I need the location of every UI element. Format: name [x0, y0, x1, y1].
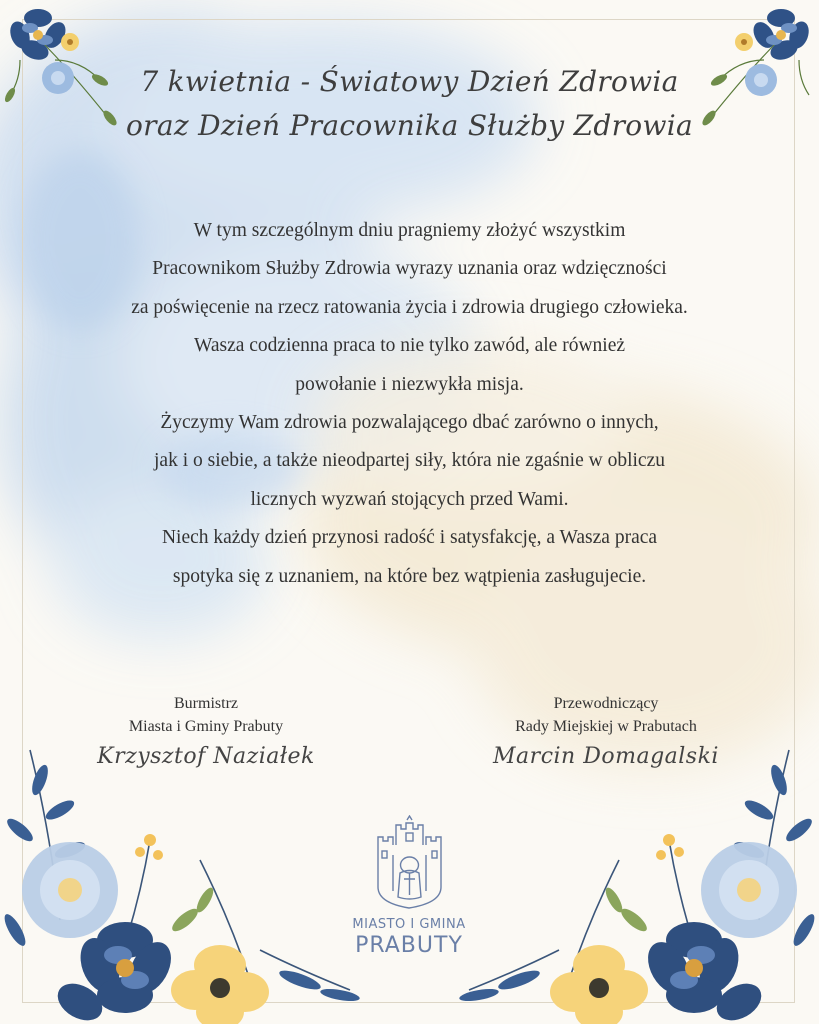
signature-office: Miasta i Gminy Prabuty	[128, 718, 284, 735]
floral-corner-bottom-right	[459, 740, 819, 1024]
signature-office: Rady Miejskiej w Prabutach	[515, 718, 697, 735]
logo-text-main: PRABUTY	[355, 933, 463, 958]
body-line: spotyka się z uznaniem, na które bez wątpienia zasługujecie.	[172, 565, 647, 587]
body-line: za poświęcenie na rzecz ratowania życia i zdrowia drugiego człowieka.	[131, 296, 688, 318]
body-line: W tym szczególnym dniu pragniemy złożyć wszystkim	[193, 220, 626, 241]
greeting-body	[40, 212, 779, 596]
floral-corner-bottom-left	[0, 740, 360, 1024]
body-line: Niech każdy dzień przynosi radość i satysfakcję, a Wasza praca	[161, 527, 658, 549]
title-line-1: 7 kwietnia - Światowy Dzień Zdrowia	[140, 65, 679, 98]
body-line: licznych wyzwań stojących przed Wami.	[250, 488, 569, 510]
body-line: Wasza codzienna praca to nie tylko zawód, ale również	[193, 335, 626, 357]
body-line: jak i o siebie, a także nieodpartej siły, która nie zgaśnie w obliczu	[154, 450, 665, 472]
castle-crest-icon	[372, 815, 447, 910]
body-line: powołanie i niezwykła misja.	[295, 373, 524, 395]
signature-role: Burmistrz	[174, 695, 238, 712]
body-line: Pracownikom Służby Zdrowia wyrazy uznania oraz wdzięczności	[152, 258, 667, 280]
title-line-2: oraz Dzień Pracownika Służby Zdrowia	[126, 109, 693, 142]
greeting-title	[0, 60, 819, 148]
body-line: Życzymy Wam zdrowia pozwalającego dbać zarówno o innych,	[160, 412, 659, 434]
signature-name: Krzysztof Naziałek	[97, 744, 315, 769]
signature-role: Przewodniczący	[553, 695, 659, 712]
signature-council-chair	[456, 692, 756, 775]
signature-name: Marcin Domagalski	[493, 744, 719, 769]
signature-mayor	[56, 692, 356, 775]
logo-text-top: MIASTO I GMINA	[352, 917, 466, 932]
